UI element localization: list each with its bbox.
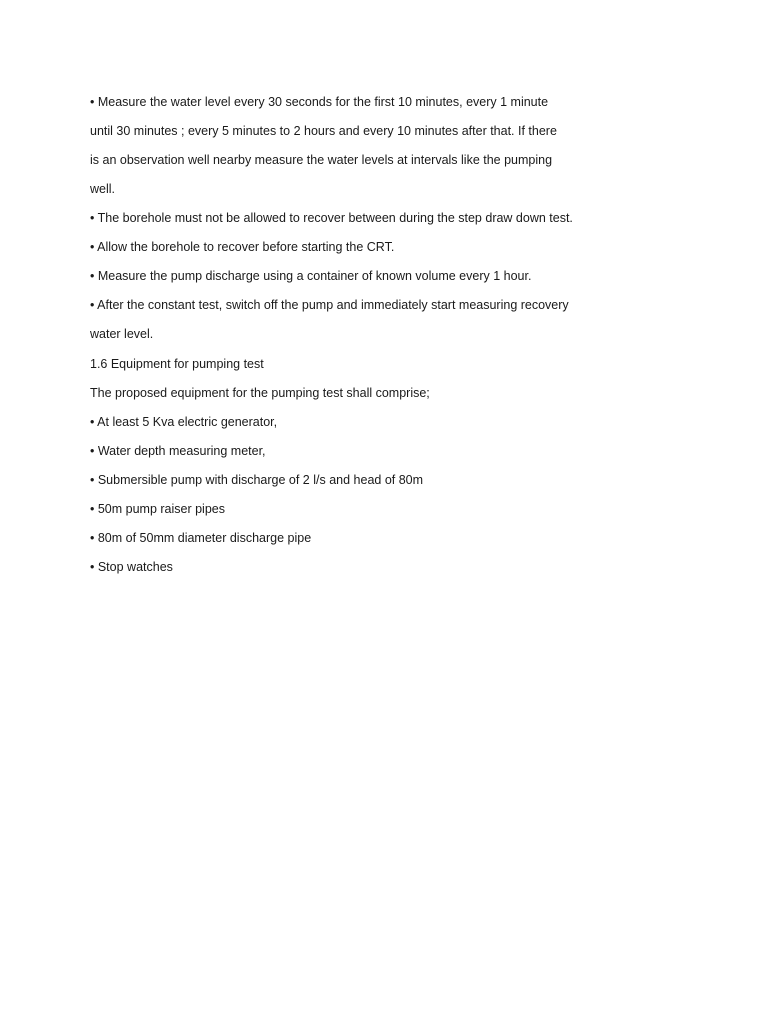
list-item: • At least 5 Kva electric generator, — [90, 415, 278, 429]
list-item: • 80m of 50mm diameter discharge pipe — [90, 531, 312, 545]
text-line: • Measure the pump discharge using a container of known volume every 1 hour. — [90, 269, 532, 283]
text-line: • Allow the borehole to recover before starting the CRT. — [90, 240, 395, 254]
text-line: • Measure the water level every 30 seconds for the first 10 minutes, every 1 minute — [90, 95, 549, 109]
list-item: • Stop watches — [90, 560, 173, 574]
list-item: • 50m pump raiser pipes — [90, 502, 225, 516]
text-line: well. — [90, 182, 116, 196]
text-line: water level. — [90, 327, 154, 341]
text-line: The proposed equipment for the pumping test shall comprise; — [90, 386, 430, 400]
text-line: is an observation well nearby measure the water levels at intervals like the pumping — [90, 153, 553, 167]
list-item: • Water depth measuring meter, — [90, 444, 266, 458]
text-line: until 30 minutes ; every 5 minutes to 2 hours and every 10 minutes after that. If there — [90, 124, 557, 138]
text-line: • After the constant test, switch off the pump and immediately start measuring recovery — [90, 298, 569, 312]
text-line: • The borehole must not be allowed to recover between during the step draw down test. — [90, 211, 573, 225]
section-heading: 1.6 Equipment for pumping test — [90, 357, 264, 371]
list-item: • Submersible pump with discharge of 2 l/s and head of 80m — [90, 473, 424, 487]
